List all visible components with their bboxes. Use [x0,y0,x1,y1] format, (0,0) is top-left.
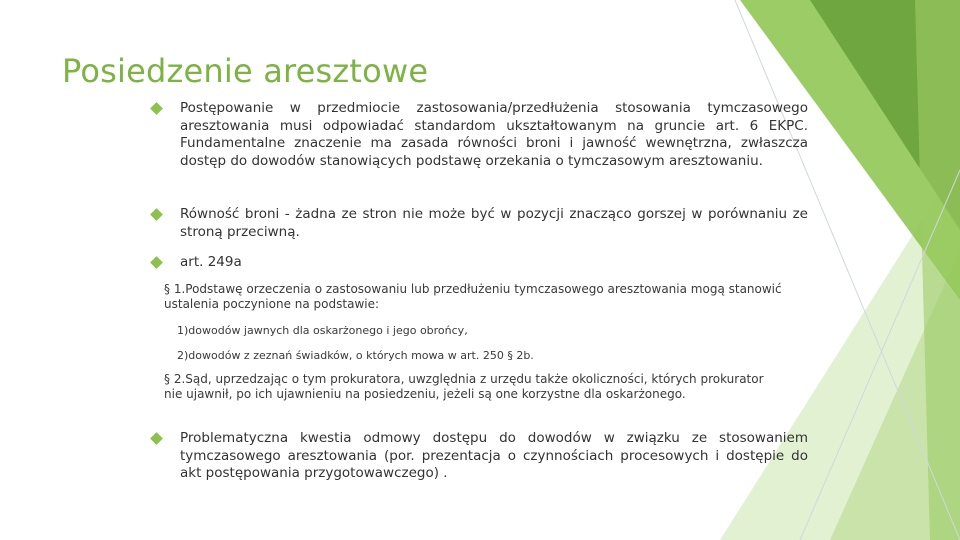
article-item-1: 1)dowodów jawnych dla oskarżonego i jego obrońcy, [177,324,468,337]
bullet-text: art. 249a [180,254,242,270]
diamond-bullet-icon [150,102,163,115]
diamond-bullet-icon [150,256,163,269]
bullet-text: Problematyczna kwestia odmowy dostępu do dowodów w związku ze stosowaniem tymczasowego aresztowania (por. prezentacja o czynnościach procesowych i dostępie do akt postępowania przygotowawczego) . [180,430,808,481]
diamond-bullet-icon [150,208,163,221]
bullet-text: Postępowanie w przedmiocie zastosowania/przedłużenia stosowania tymczasowego aresztowania musi odpowiadać standardom ukształtowanym na gruncie art. 6 EKPC. Fundamentalne znaczenie ma zasada równości broni i jawność wewnętrzna, zwłaszcza dostęp do dowodów stanowiących podstawę orzekania o tymczasowym aresztowaniu. [180,100,808,169]
bullet-item [148,430,808,483]
bullet-item [148,100,808,170]
article-paragraph-1: § 1.Podstawę orzeczenia o zastosowaniu lub przedłużeniu tymczasowego aresztowania mogą stanowić ustalenia poczynione na podstawie: [164,282,782,311]
slide-title: Posiedzenie aresztowe [62,52,429,90]
article-item-2: 2)dowodów z zeznań świadków, o których mowa w art. 250 § 2b. [177,349,534,362]
bullet-item [148,254,808,272]
bullet-text: Równość broni - żadna ze stron nie może być w pozycji znacząco gorszej w porównaniu ze stroną przeciwną. [180,206,808,240]
article-paragraph-2: § 2.Sąd, uprzedzając o tym prokuratora, uwzględnia z urzędu także okoliczności, których prokurator nie ujawnił, po ich ujawnieniu na posiedzeniu, jeżeli są one korzystne dla oskarżonego. [164,372,764,401]
bullet-item [148,206,808,241]
diamond-bullet-icon [150,432,163,445]
